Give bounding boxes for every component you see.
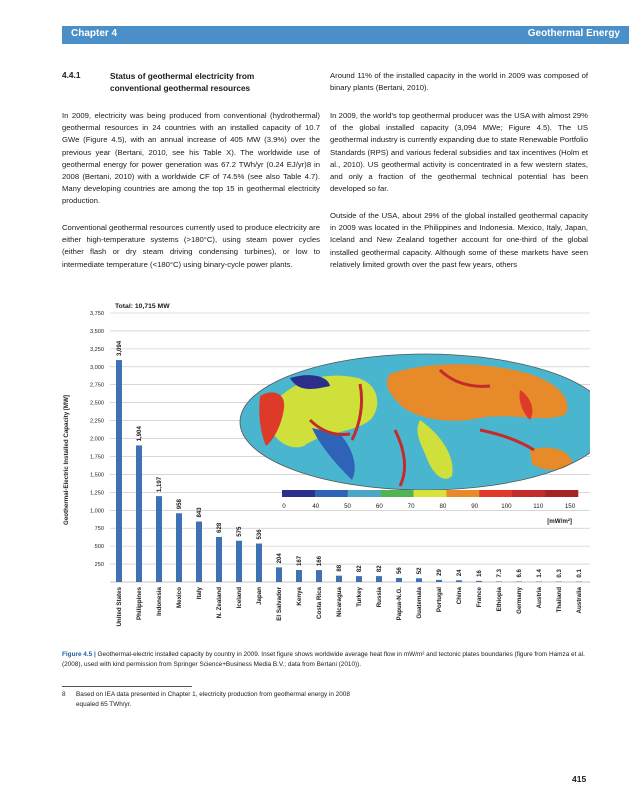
bar-value-label: 0.1 <box>576 569 584 578</box>
category-label: N. Zealand <box>216 587 224 619</box>
section-title-line2: conventional geothermal resources <box>110 83 251 93</box>
category-label: Germany <box>516 587 524 614</box>
category-label: United States <box>116 587 124 627</box>
page-number: 415 <box>572 774 587 784</box>
y-axis-title: Geothermal-Electric Installed Capacity [MW] <box>63 395 70 525</box>
y-tick-label: 3,000 <box>90 364 104 371</box>
category-label: Thailand <box>556 587 564 613</box>
category-label: Turkey <box>356 587 364 607</box>
y-tick-label: 2,500 <box>90 400 104 407</box>
bar-value-label: 167 <box>296 555 304 567</box>
chapter-label: Chapter 4 <box>71 28 118 39</box>
bar-el-salvador <box>276 567 282 582</box>
bar-ethiopia <box>496 581 502 582</box>
scale-swatch <box>282 490 315 497</box>
y-tick-label: 1,750 <box>90 454 104 461</box>
chart-title: Total: 10,715 MW <box>115 303 170 310</box>
scale-label: 60 <box>375 503 383 510</box>
category-label: Mexico <box>176 587 184 608</box>
bar-papua-n-g- <box>396 578 402 582</box>
bar-nicaragua <box>336 576 342 582</box>
caption-text: Geothermal-electric installed capacity by country in 2009. Inset figure shows worldwide average heat flow in mW/m² and tectonic plates boundaries (figure from Hamza et al. (2008), used with kind permission from Springer Science+Business Media B.V.; data from Bertani (2010)). <box>62 651 585 668</box>
bar-value-label: 82 <box>356 565 364 573</box>
y-tick-label: 1,250 <box>90 490 104 497</box>
y-tick-label: 250 <box>94 562 104 569</box>
category-label: China <box>456 587 464 605</box>
heat-flow-map <box>240 354 590 490</box>
category-label: France <box>476 587 484 608</box>
heat-flow-inset <box>240 354 590 525</box>
bar-value-label: 56 <box>396 567 404 574</box>
bar-value-label: 29 <box>436 569 444 576</box>
y-tick-label: 2,250 <box>90 418 104 425</box>
category-label: Austria <box>536 587 544 609</box>
bar-value-label: 958 <box>176 499 184 510</box>
bar-value-label: 1,197 <box>156 476 164 493</box>
header-bar <box>62 26 629 44</box>
y-tick-label: 3,250 <box>90 346 104 353</box>
bar-value-label: 575 <box>236 526 244 537</box>
bar-turkey <box>356 576 362 582</box>
category-label: Japan <box>256 587 264 605</box>
capacity-chart <box>60 300 590 645</box>
category-label: Philippines <box>136 587 144 621</box>
bar-value-label: 843 <box>196 507 204 518</box>
bar-philippines <box>136 445 142 582</box>
bar-value-label: 1.4 <box>536 569 544 578</box>
y-tick-label: 3,500 <box>90 328 104 335</box>
scale-label: 80 <box>439 503 447 510</box>
footnote-number: 8 <box>62 691 66 698</box>
y-tick-label: 1,000 <box>90 508 104 515</box>
category-label: Iceland <box>236 587 244 609</box>
bar-value-label: 24 <box>456 569 464 577</box>
category-label: Indonesia <box>156 587 164 616</box>
left-paragraph-2: Conventional geothermal resources currently used to produce electricity are either high-temperature systems (>180°C), using steam power cycles (either flash or dry steam driving condensing turbines), or low to intermediate temperature (<180°C) using binary-cycle power plants. <box>62 223 320 269</box>
y-tick-label: 2,750 <box>90 382 104 389</box>
section-number: 4.4.1 <box>62 70 81 80</box>
scale-swatch <box>479 490 512 497</box>
y-axis-title-holder <box>59 300 73 550</box>
footnote-rule <box>62 686 192 687</box>
bar-iceland <box>236 541 242 582</box>
bar-value-label: 536 <box>256 529 264 540</box>
right-paragraph-2: In 2009, the world's top geothermal producer was the USA with almost 29% of the global installed capacity (3,094 MWe; Figure 4.5). The US geothermal industry is currently expanding due to state Renewable Portfolio Standards (RPS) and various federal subsidies and tax incentives (Holm et al., 2010). US geothermal activity is concentrated in a few western states, and only a fraction of the geothermal technical potential has been developed so far. <box>330 111 588 194</box>
category-label: Australia <box>576 587 584 614</box>
bar-value-label: 204 <box>276 553 284 564</box>
category-label: Costa Rica <box>316 587 324 619</box>
scale-label: 100 <box>501 503 512 510</box>
scale-swatch <box>315 490 348 497</box>
right-paragraph-3: Outside of the USA, about 29% of the global installed geothermal capacity in 2009 was located in the Philippines and Indonesia. Mexico, Italy, Japan, Iceland and New Zealand together account for one-third of the global installed geothermal capacity. Although some of these markets have seen relatively limited growth over the past few years, others <box>330 211 588 269</box>
category-label: Nicaragua <box>336 587 344 617</box>
bar-value-label: 52 <box>416 567 424 575</box>
bar-indonesia <box>156 496 162 582</box>
bar-portugal <box>436 580 442 582</box>
scale-swatch <box>348 490 381 497</box>
bar-china <box>456 580 462 582</box>
y-tick-label: 500 <box>94 544 104 551</box>
category-label: Guatemala <box>416 587 424 619</box>
bar-value-label: 82 <box>376 565 384 573</box>
footnote-text: Based on IEA data presented in Chapter 1, electricity production from geothermal energy in 2008 equaled 65 TWh/yr. <box>76 691 350 708</box>
bar-value-label: 1,904 <box>136 426 144 442</box>
bar-value-label: 6.6 <box>516 569 524 578</box>
scale-label: 70 <box>407 503 415 510</box>
bar-value-label: 7.3 <box>496 568 504 578</box>
y-tick-label: 2,000 <box>90 436 104 443</box>
category-label: Kenya <box>296 587 304 606</box>
bar-value-label: 3,094 <box>116 340 124 357</box>
scale-label: 150 <box>564 503 576 510</box>
scale-label: 110 <box>533 503 544 510</box>
scale-swatch <box>414 490 447 497</box>
scale-swatch <box>512 490 545 497</box>
scale-label: 90 <box>471 503 479 510</box>
scale-label: 50 <box>344 503 352 510</box>
category-label: El Salvador <box>276 587 284 621</box>
category-label: Ethiopia <box>496 587 504 612</box>
bar-value-label: 0.3 <box>556 569 564 578</box>
chapter-title: Geothermal Energy <box>527 28 620 39</box>
section-title-line1: Status of geothermal electricity from <box>110 71 255 81</box>
figure-caption <box>62 650 592 669</box>
bar-chart-svg <box>60 300 590 645</box>
bar-guatemala <box>416 578 422 582</box>
scale-swatch <box>381 490 414 497</box>
bar-mexico <box>176 513 182 582</box>
category-label: Italy <box>196 587 204 600</box>
bar-united-states <box>116 360 122 582</box>
scale-swatch <box>545 490 578 497</box>
scale-label: 40 <box>312 503 320 510</box>
bar-kenya <box>296 570 302 582</box>
bar-france <box>476 581 482 582</box>
bar-value-label: 628 <box>216 522 224 533</box>
category-label: Russia <box>376 587 384 608</box>
bar-value-label: 16 <box>476 570 484 577</box>
scale-swatch <box>446 490 479 497</box>
y-tick-label: 3,750 <box>90 311 104 317</box>
scale-unit: [mW/m²] <box>547 518 572 525</box>
bar-value-label: 166 <box>316 555 324 567</box>
bar-japan <box>256 544 262 582</box>
category-label: Papua-N.G. <box>396 587 404 621</box>
y-tick-label: 1,500 <box>90 472 104 479</box>
y-tick-label: 750 <box>94 526 104 533</box>
left-paragraph-1: In 2009, electricity was being produced from conventional (hydrothermal) geothermal resources in 24 countries with an installed capacity of 10.7 GWe (Figure 4.5), with an annual increase of 405 MW (3.9%) over the previous year (Bertani, 2010, see his Table X). The worldwide use of geothermal energy for power generation was 67.2 TWh/yr (0.24 EJ/yr)8 in 2008 (Bertani, 2010) with a worldwide CF of 74.5% (see also Table 4.7). Many developing countries are among the top 15 in geothermal electricity production. <box>62 111 320 206</box>
scale-label: 0 <box>282 503 286 510</box>
page-header <box>0 0 629 44</box>
category-label: Portugal <box>436 587 444 613</box>
bar-value-label: 88 <box>336 564 344 572</box>
bar-costa-rica <box>316 570 322 582</box>
right-paragraph-1: Around 11% of the installed capacity in the world in 2009 was composed of binary plants (Bertani, 2010). <box>330 71 588 93</box>
bar-n-zealand <box>216 537 222 582</box>
caption-label: Figure 4.5 | <box>62 651 96 658</box>
section-title <box>110 70 310 94</box>
heat-flow-scale <box>282 490 578 525</box>
bar-russia <box>376 576 382 582</box>
bar-italy <box>196 522 202 582</box>
